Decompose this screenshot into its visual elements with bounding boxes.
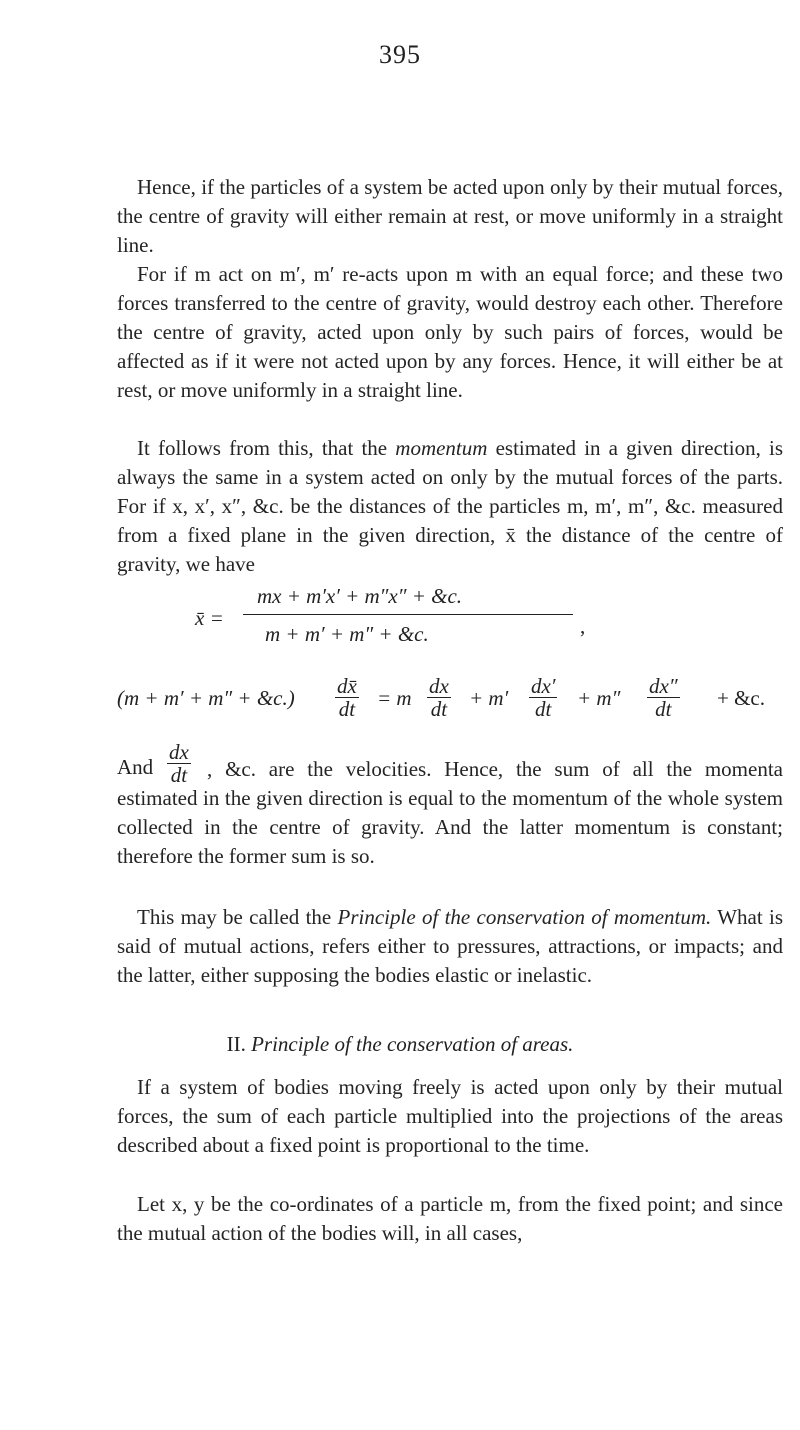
momentum-term: momentum [395, 436, 488, 460]
eq2-f1-den: dt [338, 697, 356, 721]
eq2-f4-den: dt [655, 697, 672, 721]
eq2-f1-num: dx̄ [337, 674, 357, 698]
velocity-num: dx [169, 740, 189, 764]
eq2-f3-num: dx′ [531, 674, 556, 698]
section-numeral: II. [226, 1032, 252, 1056]
velocity-den: dt [170, 763, 188, 787]
principle-text-a: This may be called the [137, 905, 338, 929]
eq1-denominator: m + m′ + m″ + &c. [265, 622, 429, 646]
eq1-fraction-bar [243, 614, 573, 615]
eq2-f2-den: dt [430, 697, 448, 721]
eq2-tail: + &c. [717, 686, 765, 710]
eq2-fraction-4 [647, 675, 680, 720]
eq1-numerator: mx + m′x′ + m″x″ + &c. [257, 584, 463, 608]
momentum-text-a: It follows from this, that the [137, 436, 396, 460]
principle-text-b: What is said of mutual actions, refers either to pressures, attractions, or impacts; and the latter, either supposing the bodies elastic or inelastic. [117, 905, 783, 987]
momentum-text-b: estimated in a given direction, is always the same in a system acted on only by the mutual forces of the parts. For if x, x′, x″, &c. be the distances of the particles m, m′, m″, &c. measured from a fixed plane in the given direction, x̄ the distance of the centre of gravity, we have [117, 436, 783, 576]
paragraph-momentum-intro [117, 434, 783, 579]
eq2-plus-1: + m′ [469, 686, 509, 710]
principle-name: Principle of the conservation of momentum. [337, 905, 712, 929]
equation-momentum-derivative [117, 672, 783, 727]
eq2-plus-2: + m″ [577, 686, 621, 710]
section-heading [0, 1030, 800, 1059]
eq2-equals: = m [377, 686, 412, 710]
eq2-lhs: (m + m′ + m″ + &c.) [117, 686, 295, 710]
eq2-fraction-1 [335, 675, 359, 720]
eq2-f2-num: dx [429, 674, 449, 698]
equation-centre-of-gravity [195, 584, 635, 652]
paragraph-conservation-momentum [117, 903, 783, 990]
eq2-f4-num: dx″ [649, 674, 678, 698]
paragraph-centre-of-gravity: Hence, if the particles of a system be acted upon only by their mutual forces, the centre of gravity will either remain at rest, or move uniformly in a straight line. [117, 175, 783, 257]
paragraph-action-reaction: For if m act on m′, m′ re-acts upon m with an equal force; and these two forces transferred to the centre of gravity, would destroy each other. Therefore the centre of gravity, acted upon only by such pairs of forces, would be affected as if it were not acted upon by any forces. Hence, it will either be at rest, or move uniformly in a straight line. [117, 262, 783, 402]
eq1-lhs: x̄ = [195, 606, 224, 630]
eq1-comma: , [580, 614, 586, 638]
eq2-fraction-3 [529, 675, 557, 720]
and-word: And [117, 755, 154, 779]
eq2-fraction-2 [427, 675, 451, 720]
paragraph-velocities: , &c. are the velocities. Hence, the sum of all the momenta estimated in the given direction is equal to the momentum of the whole system collected in the centre of gravity. And the latter momentum is constant; therefore the former sum is so. [117, 757, 783, 868]
paragraph-coordinates: Let x, y be the co-ordinates of a particle m, from the fixed point; and since the mutual action of the bodies will, in all cases, [117, 1192, 783, 1245]
paragraph-areas-principle: If a system of bodies moving freely is acted upon only by their mutual forces, the sum of each particle multiplied into the projections of the areas described about a fixed point is proportional to the time. [117, 1075, 783, 1157]
eq2-f3-den: dt [535, 697, 552, 721]
section-title: Principle of the conservation of areas. [251, 1032, 574, 1056]
page-number: 395 [379, 40, 421, 69]
